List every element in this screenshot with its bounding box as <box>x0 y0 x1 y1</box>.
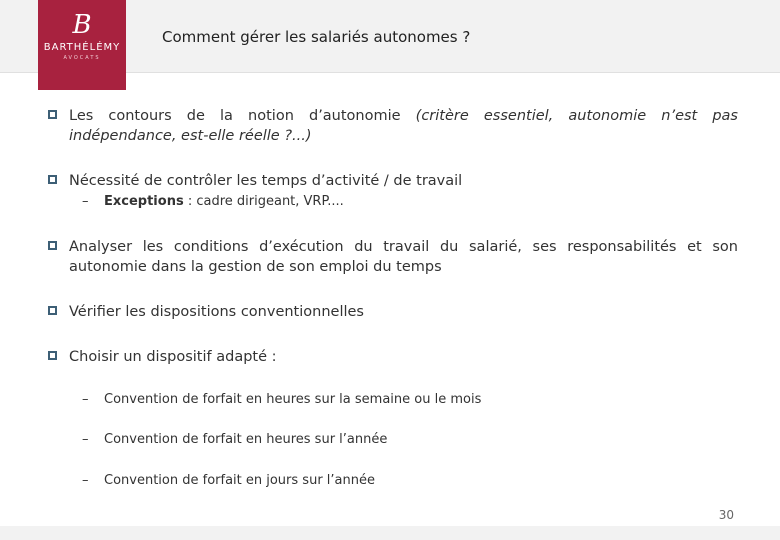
checkbox-bullet-icon <box>48 175 57 184</box>
dash: – <box>82 473 89 488</box>
sub-item-text: Convention de forfait en heures sur l’année <box>104 432 388 447</box>
sub-item-forfait-semaine <box>82 391 481 409</box>
bullet-verify <box>48 302 738 322</box>
footer-band <box>0 526 780 540</box>
bullet-text: Nécessité de contrôler les temps d’activité / de travail <box>69 173 463 189</box>
bullet-italic: (critère essentiel, autonomie n’est pas indépendance, est-elle réelle ?...) <box>69 108 738 144</box>
bullet-text: Analyser les conditions d’exécution du travail du salarié, ses responsabilités et son autonomie dans la gestion de son emploi du temps <box>69 239 738 275</box>
sub-item-forfait-heures-annee <box>82 431 387 449</box>
sub-item-bold: Exceptions <box>104 194 184 209</box>
sub-item-forfait-jours <box>82 472 375 490</box>
sub-item-exceptions <box>82 193 344 211</box>
bullet-choose <box>48 347 738 367</box>
bullet-analyse <box>48 237 738 277</box>
checkbox-bullet-icon <box>48 351 57 360</box>
bullet-lead: Les contours de la notion d’autonomie <box>69 108 416 124</box>
logo-subtitle: AVOCATS <box>63 55 101 61</box>
dash: – <box>82 432 89 447</box>
bullet-autonomy <box>48 106 738 146</box>
sub-item-text: Convention de forfait en heures sur la semaine ou le mois <box>104 392 482 407</box>
logo <box>38 0 126 90</box>
sub-item-text: Convention de forfait en jours sur l’année <box>104 473 375 488</box>
bullet-control-time <box>48 171 738 191</box>
page-title: Comment gérer les salariés autonomes ? <box>162 28 471 46</box>
checkbox-bullet-icon <box>48 110 57 119</box>
checkbox-bullet-icon <box>48 306 57 315</box>
logo-name: BARTHÉLÉMY <box>43 42 121 53</box>
dash: – <box>82 392 89 407</box>
logo-mark: B <box>72 10 92 40</box>
bullet-text <box>69 106 738 146</box>
sub-item-text: : cadre dirigeant, VRP.... <box>183 194 344 209</box>
bullet-text: Vérifier les dispositions conventionnelles <box>69 304 364 320</box>
bullet-text: Choisir un dispositif adapté : <box>69 349 277 365</box>
checkbox-bullet-icon <box>48 241 57 250</box>
dash: – <box>82 194 89 209</box>
page-number: 30 <box>718 508 734 522</box>
